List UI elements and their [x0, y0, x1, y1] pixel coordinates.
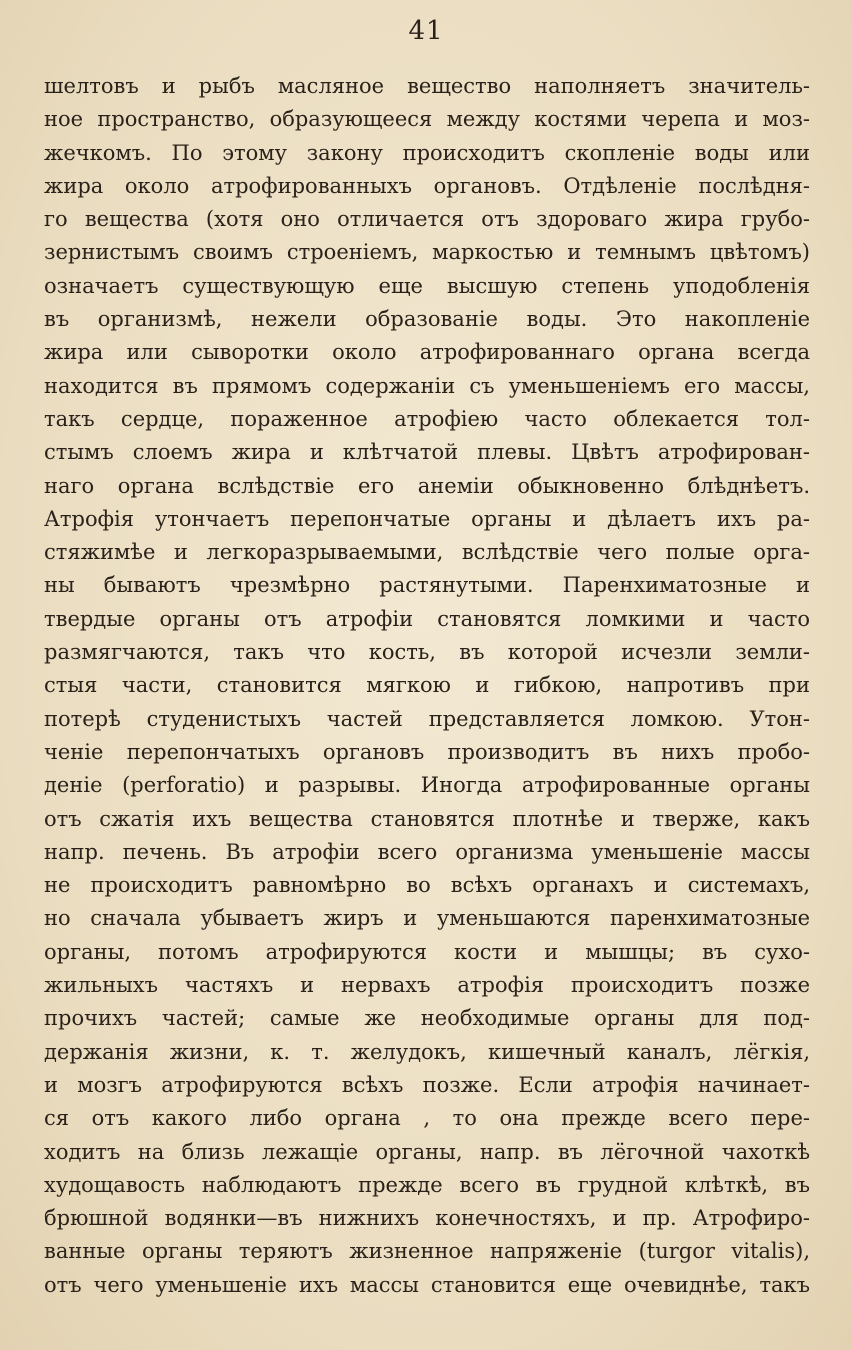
text-line: брюшной водянки—въ нижнихъ конечностяхъ, и пр. Атрофиро- — [44, 1206, 810, 1231]
text-line: шелтовъ и рыбъ масляное вещество наполняетъ значитель- — [44, 74, 810, 98]
text-line: отъ чего уменьшеніе ихъ массы становится еще очевиднѣе, такъ — [44, 1272, 810, 1297]
text-line: го вещества (хотя оно отличается отъ здороваго жира грубо- — [44, 207, 810, 232]
text-line: находится въ прямомъ содержаніи съ уменьшеніемъ его массы, — [44, 373, 810, 398]
text-line: означаетъ существующую еще высшую степень уподобленія — [44, 273, 810, 298]
text-line: но сначала убываетъ жиръ и уменьшаются паренхиматозные — [44, 906, 810, 931]
text-line: такъ сердце, пораженное атрофіею часто облекается тол- — [44, 406, 810, 431]
text-line: стыя части, становится мягкою и гибкою, напротивъ при — [44, 673, 810, 698]
text-line: потерѣ студенистыхъ частей представляется ломкою. Утон- — [44, 706, 810, 731]
text-line: размягчаются, такъ что кость, въ которой исчезли земли- — [44, 640, 810, 665]
text-line: ны бываютъ чрезмѣрно растянутыми. Паренхиматозные и — [44, 573, 810, 598]
text-line: Атрофія утончаетъ перепончатые органы и дѣлаетъ ихъ ра- — [44, 506, 810, 531]
text-line: не происходитъ равномѣрно во всѣхъ органахъ и системахъ, — [44, 873, 810, 898]
text-line: жечкомъ. По этому закону происходитъ скопленіе воды или — [44, 140, 810, 165]
text-line: деніе (perforatio) и разрывы. Иногда атрофированные органы — [44, 773, 810, 798]
text-line: твердые органы отъ атрофіи становятся ломкими и часто — [44, 606, 810, 631]
text-line: наго органа вслѣдствіе его анеміи обыкновенно блѣднѣетъ. — [44, 473, 810, 498]
text-line: жильныхъ частяхъ и нервахъ атрофія происходитъ позже — [44, 973, 810, 998]
text-line: зернистымъ своимъ строеніемъ, маркостью и темнымъ цвѣтомъ) — [44, 240, 810, 265]
text-line: прочихъ частей; самые же необходимые органы для под- — [44, 1006, 810, 1031]
text-line: ное пространство, образующееся между костями черепа и моз- — [44, 107, 810, 132]
text-line: ходитъ на близь лежащіе органы, напр. въ лёгочной чахоткѣ — [44, 1139, 810, 1164]
text-line: напр. печень. Въ атрофіи всего организма уменьшеніе массы — [44, 839, 810, 864]
text-line: ванные органы теряютъ жизненное напряженіе (turgor vitalis), — [44, 1239, 810, 1264]
text-line: органы, потомъ атрофируются кости и мышцы; въ сухо- — [44, 939, 810, 964]
text-line: жира около атрофированныхъ органовъ. Отдѣленіе послѣдня- — [44, 173, 810, 198]
page-number: 41 — [408, 16, 444, 46]
body-text — [44, 70, 810, 1302]
text-line: стымъ слоемъ жира и клѣтчатой плевы. Цвѣтъ атрофирован- — [44, 440, 810, 465]
text-line: отъ сжатія ихъ вещества становятся плотнѣе и тверже, какъ — [44, 806, 810, 831]
text-line: жира или сыворотки около атрофированнаго органа всегда — [44, 340, 810, 365]
text-line: и мозгъ атрофируются всѣхъ позже. Если атрофія начинает- — [44, 1072, 810, 1097]
text-line: худощавость наблюдаютъ прежде всего въ грудной клѣткѣ, въ — [44, 1172, 810, 1197]
text-line: въ организмѣ, нежели образованіе воды. Это накопленіе — [44, 307, 810, 332]
text-line: держанія жизни, к. т. желудокъ, кишечный каналъ, лёгкія, — [44, 1039, 810, 1064]
text-line: ченіе перепончатыхъ органовъ производитъ въ нихъ пробо- — [44, 739, 810, 764]
text-line: ся отъ какого либо органа , то она прежде всего пере- — [44, 1106, 810, 1131]
text-line: стяжимѣе и легкоразрываемыми, вслѣдствіе чего полые орга- — [44, 540, 810, 565]
